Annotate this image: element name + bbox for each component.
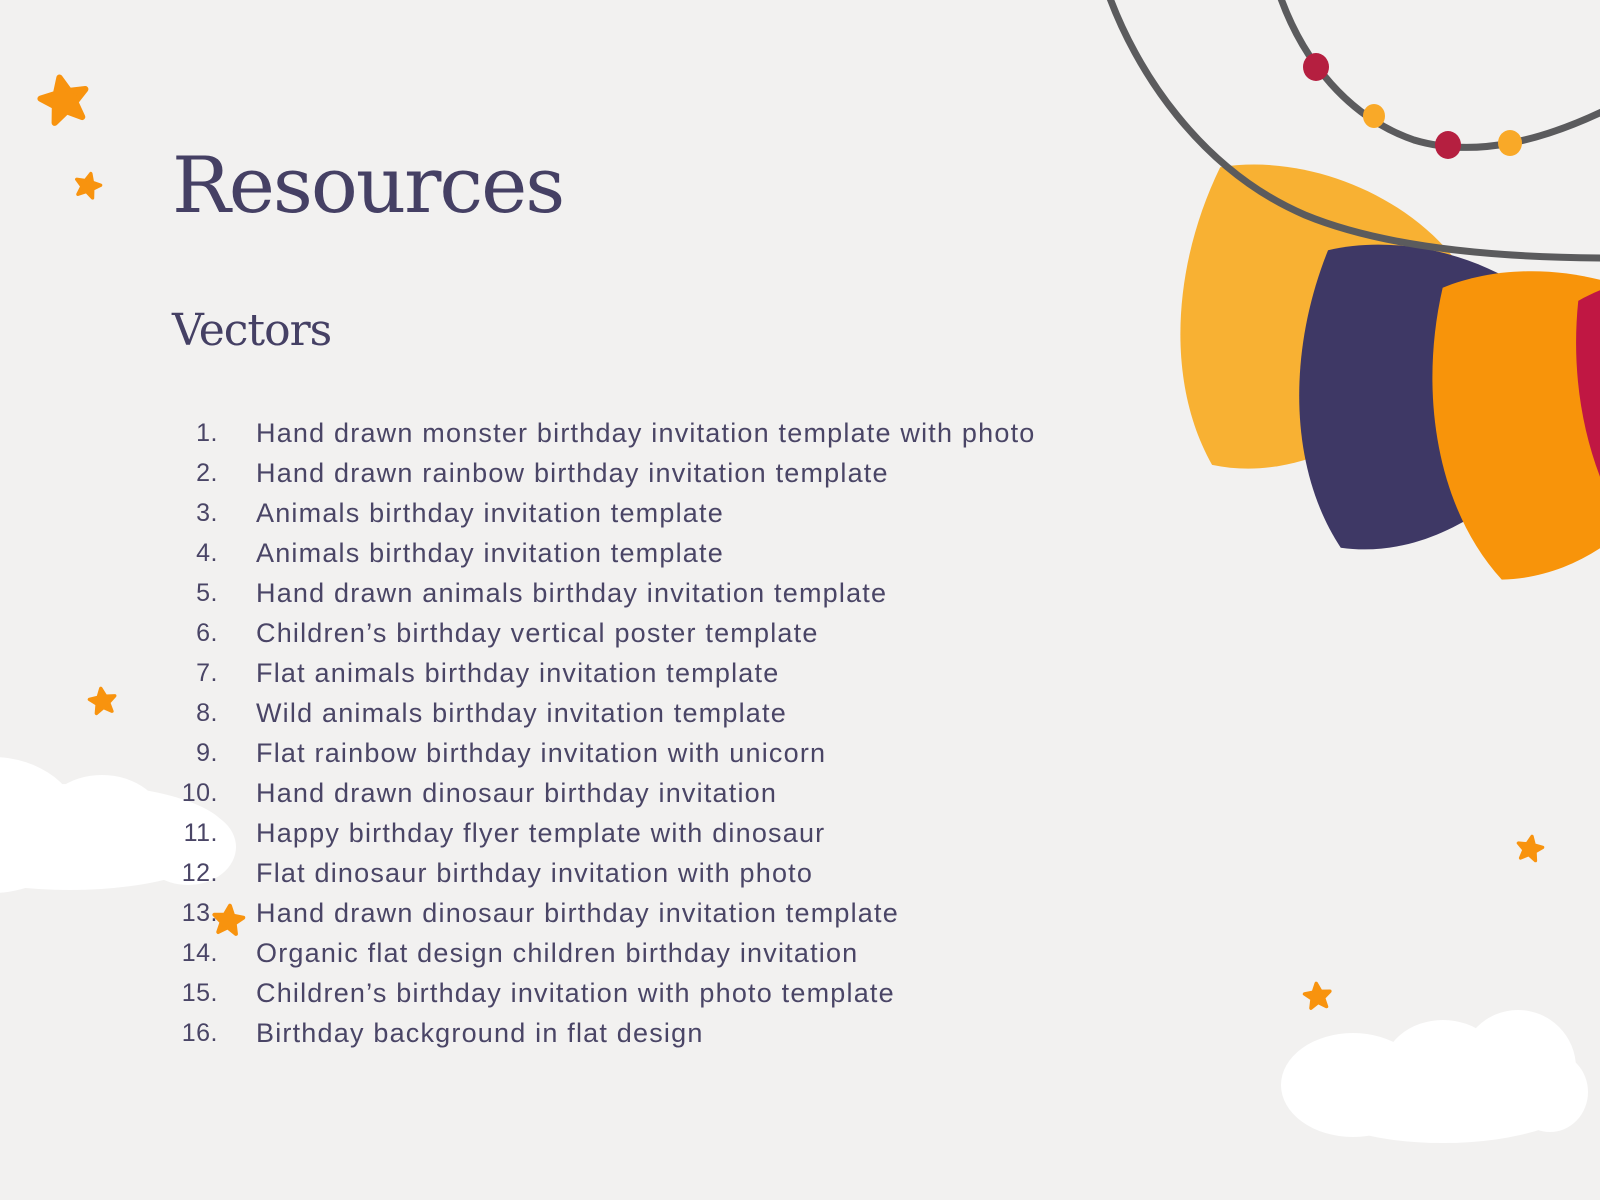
list-item-number: 16.: [181, 1018, 218, 1047]
list-item-number: 10.: [181, 778, 218, 807]
list-item: [168, 933, 1035, 973]
cloud-shape: [1278, 1000, 1600, 1145]
list-item-number: 5.: [196, 578, 218, 607]
list-item: [168, 813, 1035, 853]
list-item: [168, 533, 1035, 573]
resources-list: [168, 413, 1035, 1053]
list-item-label: Wild animals birthday invitation template: [256, 697, 787, 728]
bead-icon: [1435, 131, 1461, 159]
list-item: [168, 893, 1035, 933]
list-item: [168, 613, 1035, 653]
star-icon: [71, 168, 105, 202]
list-item: [168, 733, 1035, 773]
list-item-label: Hand drawn rainbow birthday invitation template: [256, 457, 889, 488]
list-item-label: Flat dinosaur birthday invitation with photo: [256, 857, 814, 888]
list-item-number: 6.: [196, 618, 218, 647]
list-item-number: 4.: [196, 538, 218, 567]
list-item: [168, 573, 1035, 613]
list-item: [168, 773, 1035, 813]
list-item-number: 3.: [196, 498, 218, 527]
list-item: [168, 1013, 1035, 1053]
bead-icon: [1303, 53, 1329, 81]
list-item-label: Animals birthday invitation template: [256, 537, 724, 568]
bead-icon: [1498, 130, 1522, 156]
page-title: Resources: [172, 141, 564, 231]
list-item-label: Hand drawn animals birthday invitation template: [256, 577, 888, 608]
star-icon: [1514, 832, 1546, 864]
list-item-number: 2.: [196, 458, 218, 487]
section-heading: Vectors: [172, 305, 332, 356]
list-item: [168, 493, 1035, 533]
list-item-label: Happy birthday flyer template with dinosaur: [256, 817, 826, 848]
bead-icon: [1363, 104, 1385, 128]
list-item-label: Flat rainbow birthday invitation with unicorn: [256, 737, 827, 768]
list-item-label: Animals birthday invitation template: [256, 497, 724, 528]
star-icon: [86, 684, 119, 717]
list-item: [168, 973, 1035, 1013]
list-item-number: 15.: [181, 978, 218, 1007]
list-item-number: 12.: [181, 858, 218, 887]
list-item-number: 1.: [196, 418, 218, 447]
list-item-number: 9.: [196, 738, 218, 767]
list-item-label: Hand drawn dinosaur birthday invitation template: [256, 897, 899, 928]
list-item-label: Children’s birthday vertical poster template: [256, 617, 819, 648]
list-item-label: Birthday background in flat design: [256, 1017, 704, 1048]
list-item: [168, 653, 1035, 693]
list-item-label: Hand drawn monster birthday invitation template with photo: [256, 417, 1036, 448]
list-item: [168, 413, 1035, 453]
list-item-number: 7.: [196, 658, 218, 687]
list-item: [168, 853, 1035, 893]
list-item-label: Organic flat design children birthday invitation: [256, 937, 859, 968]
list-item-number: 14.: [181, 938, 218, 967]
list-item-label: Children’s birthday invitation with photo template: [256, 977, 895, 1008]
list-item-label: Flat animals birthday invitation template: [256, 657, 780, 688]
list-item: [168, 693, 1035, 733]
list-item-number: 11.: [183, 818, 218, 847]
garland-decoration: [1050, 0, 1600, 345]
list-item-number: 8.: [196, 698, 218, 727]
star-icon: [33, 68, 95, 130]
list-item-number: 13.: [181, 898, 218, 927]
list-item-label: Hand drawn dinosaur birthday invitation: [256, 777, 778, 808]
star-icon: [1302, 980, 1334, 1012]
list-item: [168, 453, 1035, 493]
